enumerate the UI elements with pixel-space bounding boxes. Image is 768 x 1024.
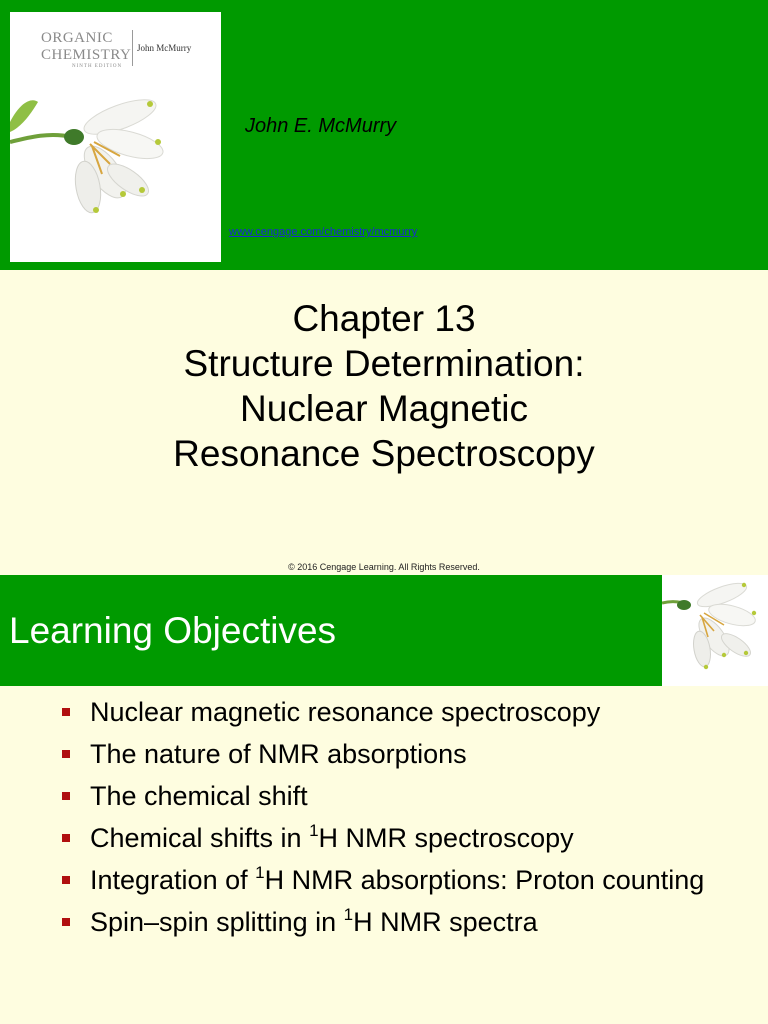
objective-text-after: H NMR absorptions: Proton counting: [264, 865, 705, 895]
cover-edition: NINTH EDITION: [72, 64, 123, 69]
bullet-square-icon: [62, 792, 70, 800]
cover-title-line1: ORGANIC: [41, 30, 113, 46]
bullet-square-icon: [62, 834, 70, 842]
objective-text-before: Chemical shifts in: [90, 823, 310, 853]
objective-text: The nature of NMR absorptions: [90, 739, 467, 769]
bullet-square-icon: [62, 876, 70, 884]
bullet-square-icon: [62, 708, 70, 716]
cover-title: [41, 30, 131, 64]
objective-text-before: Integration of: [90, 865, 256, 895]
chapter-title: [0, 296, 768, 476]
objective-item: [0, 737, 768, 772]
bullet-square-icon: [62, 918, 70, 926]
book-cover: [10, 12, 221, 262]
cover-title-line2: CHEMISTRY: [41, 47, 132, 63]
chapter-title-line3: Nuclear Magnetic: [240, 388, 528, 429]
lily-flower-icon: [10, 82, 180, 232]
chapter-title-line1: Chapter 13: [292, 298, 476, 339]
objective-item: [0, 821, 768, 856]
objective-text: Nuclear magnetic resonance spectroscopy: [90, 697, 601, 727]
objective-item: [0, 905, 768, 940]
lily-flower-icon: [662, 575, 768, 686]
chapter-title-line4: Resonance Spectroscopy: [173, 433, 595, 474]
cover-author: John McMurry: [137, 43, 192, 53]
objective-item: [0, 863, 768, 898]
objective-item: [0, 695, 768, 730]
objective-text-before: Spin–spin splitting in: [90, 907, 344, 937]
objectives-image: [662, 575, 768, 686]
superscript: 1: [309, 821, 319, 840]
website-link[interactable]: www.cengage.com/chemistry/mcmurry: [229, 226, 418, 238]
objective-text-after: H NMR spectra: [353, 907, 538, 937]
superscript: 1: [343, 905, 354, 924]
bullet-square-icon: [62, 750, 70, 758]
objectives-band: [0, 575, 662, 686]
objective-item: [0, 779, 768, 814]
cover-divider: [132, 30, 133, 66]
objectives-list: [0, 695, 768, 947]
copyright-notice: © 2016 Cengage Learning. All Rights Reserved.: [288, 562, 480, 572]
author-name: John E. McMurry: [245, 115, 397, 137]
chapter-title-line2: Structure Determination:: [183, 343, 585, 384]
objective-text: The chemical shift: [90, 781, 308, 811]
objectives-slide: [0, 575, 768, 1024]
superscript: 1: [255, 863, 265, 882]
objectives-title: Learning Objectives: [9, 610, 337, 651]
objective-text-after: H NMR spectroscopy: [318, 823, 574, 853]
